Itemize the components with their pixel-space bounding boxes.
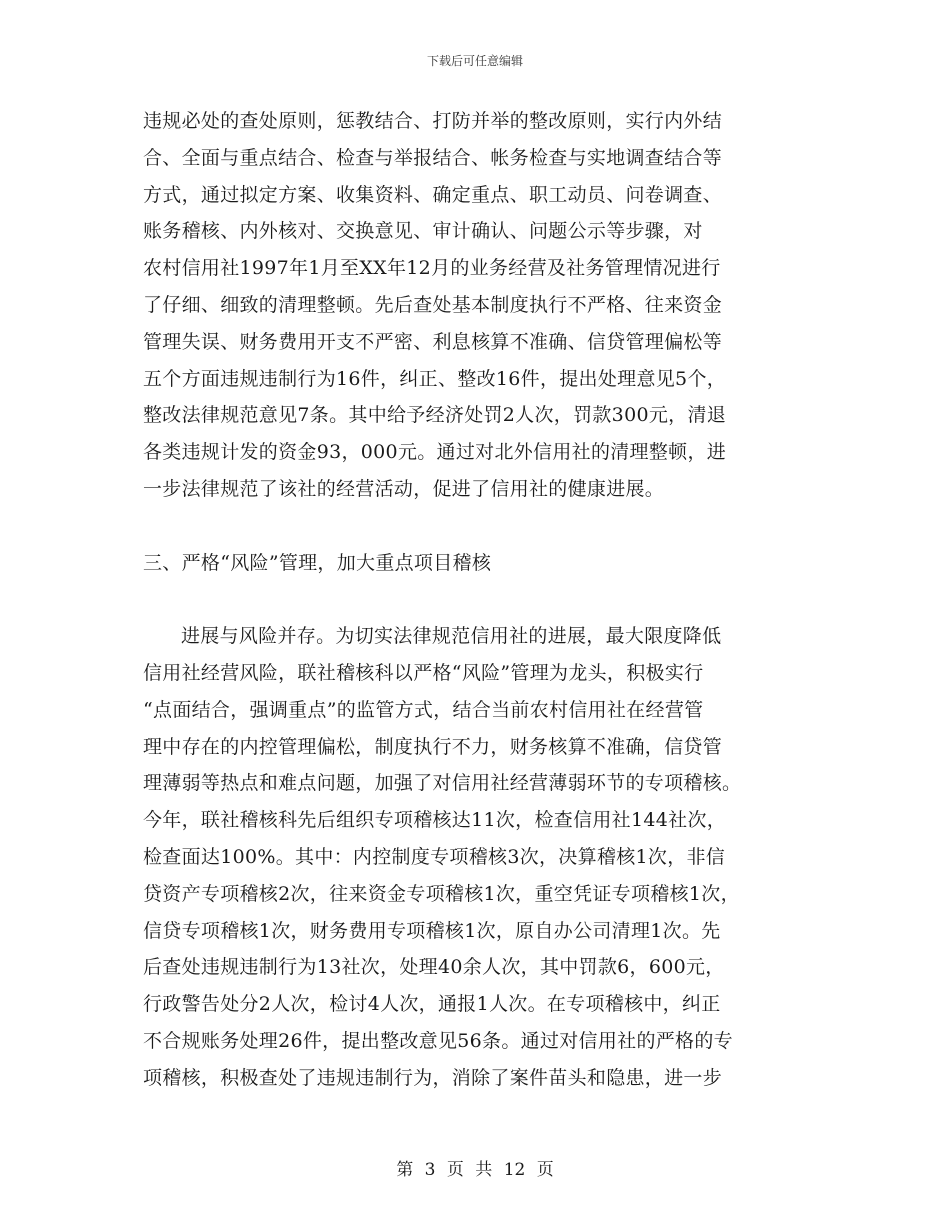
page-number: 第 3 页 共 12 页 <box>396 1160 554 1180</box>
text-line: 了仔细、细致的清理整顿。先后查处基本制度执行不严格、往来资金 <box>143 293 723 316</box>
text-line: 今年，联社稽核科先后组织专项稽核达11次，检查信用社144社次， <box>143 809 727 832</box>
text-line: 各类违规计发的资金93，000元。通过对北外信用社的清理整顿，进 <box>143 441 727 464</box>
text-line: 合、全面与重点结合、检查与举报结合、帐务检查与实地调查结合等 <box>143 146 723 169</box>
text-line: 不合规账务处理26件，提出整改意见56条。通过对信用社的严格的专 <box>143 1029 733 1052</box>
text-line: 进展与风险并存。为切实法律规范信用社的进展，最大限度降低 <box>181 625 722 648</box>
paragraph-2 <box>143 618 823 1096</box>
text-line: 理薄弱等热点和难点问题，加强了对信用社经营薄弱环节的专项稽核。 <box>143 772 742 795</box>
text-line: 整改法律规范意见7条。其中给予经济处罚2人次，罚款300元，清退 <box>143 404 727 427</box>
text-line: 行政警告处分2人次，检讨4人次，通报1人次。在专项稽核中，纠正 <box>143 993 721 1016</box>
text-line: 项稽核，积极查处了违规违制行为，消除了案件苗头和隐患，进一步 <box>143 1066 723 1089</box>
paragraph-spacer <box>143 508 823 545</box>
paragraph-spacer <box>143 581 823 618</box>
text-line: 管理失误、财务费用开支不严密、利息核算不准确、信贷管理偏松等 <box>143 330 723 353</box>
text-line: 信用社经营风险，联社稽核科以严格“风险”管理为龙头，积极实行 <box>143 661 704 684</box>
section-heading: 三、严格“风险”管理，加大重点项目稽核 <box>143 551 492 574</box>
page-header-note: 下载后可任意编辑 <box>426 54 523 68</box>
text-line: 方式，通过拟定方案、收集资料、确定重点、职工动员、问卷调查、 <box>143 183 723 206</box>
text-line: 后查处违规违制行为13社次，处理40余人次，其中罚款6，600元， <box>143 956 725 979</box>
text-line: “点面结合，强调重点”的监管方式，结合当前农村信用社在经营管 <box>143 698 704 721</box>
text-line: 信贷专项稽核1次，财务费用专项稽核1次，原自办公司清理1次。先 <box>143 919 721 942</box>
text-line: 五个方面违规违制行为16件，纠正、整改16件，提出处理意见5个， <box>143 367 727 390</box>
document-body <box>143 103 823 1097</box>
text-line: 农村信用社1997年1月至XX年12月的业务经营及社务管理情况进行 <box>143 257 721 280</box>
text-line: 一步法律规范了该社的经营活动，促进了信用社的健康进展。 <box>143 477 665 500</box>
paragraph-1 <box>143 103 823 508</box>
text-line: 违规必处的查处原则，惩教结合、打防并举的整改原则，实行内外结 <box>143 110 723 132</box>
text-line: 账务稽核、内外核对、交换意见、审计确认、问题公示等步骤，对 <box>143 220 703 243</box>
text-line: 检查面达100%。其中：内控制度专项稽核3次，决算稽核1次，非信 <box>143 845 726 868</box>
text-line: 贷资产专项稽核2次，往来资金专项稽核1次，重空凭证专项稽核1次， <box>143 882 740 905</box>
text-line: 理中存在的内控管理偏松，制度执行不力，财务核算不准确，信贷管 <box>143 735 723 758</box>
